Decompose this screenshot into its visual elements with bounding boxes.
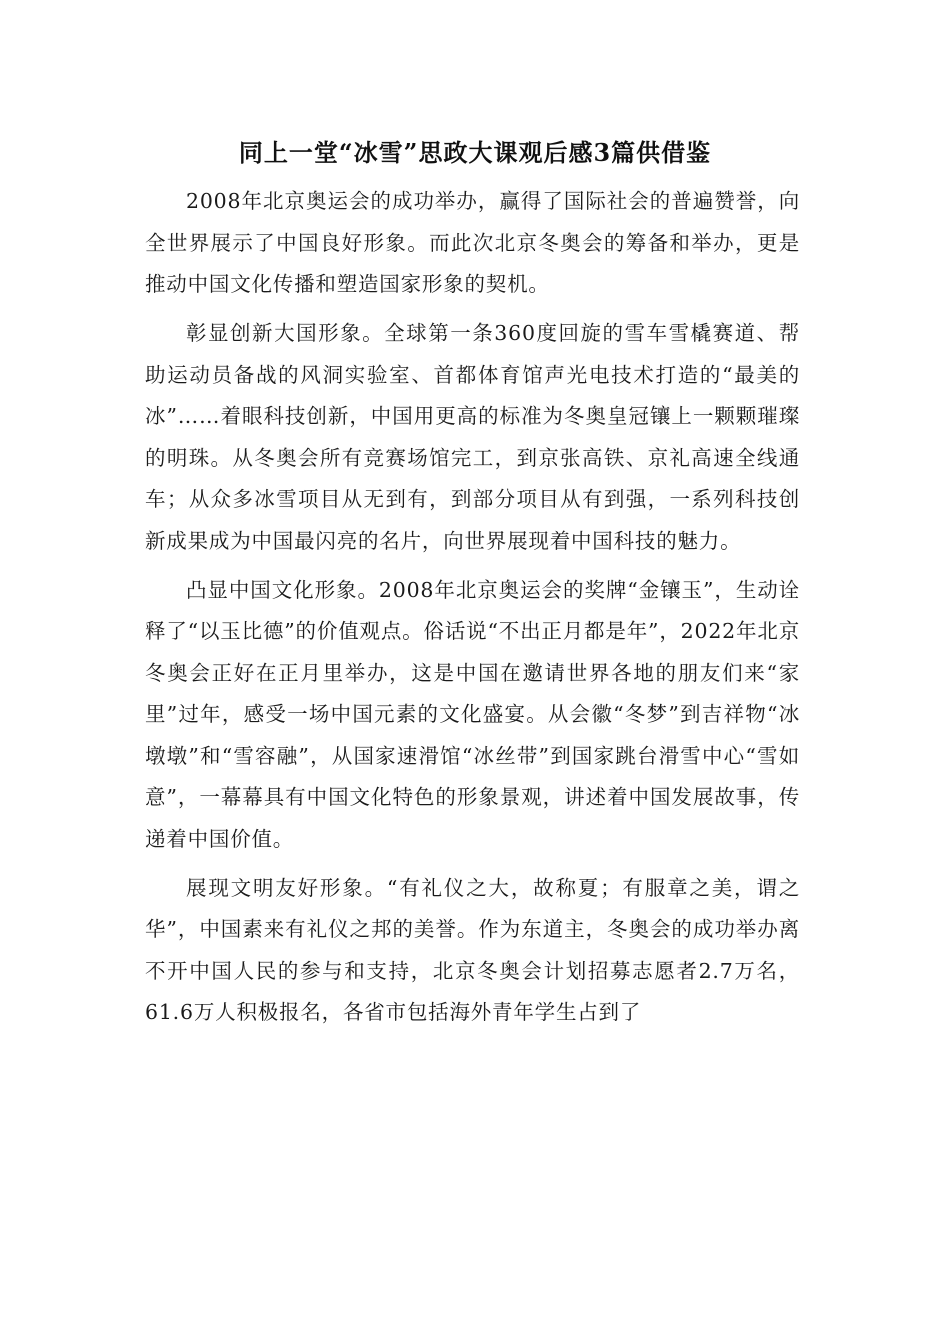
document-title: 同上一堂“冰雪”思政大课观后感3篇供借鉴 bbox=[238, 138, 712, 167]
paragraph-1: 2008年北京奥运会的成功举办，赢得了国际社会的普遍赞誉，向全世界展示了中国良好形象。而此次北京冬奥会的筹备和举办，更是推动中国文化传播和塑造国家形象的契机。 bbox=[145, 189, 800, 296]
paragraph-3: 凸显中国文化形象。2008年北京奥运会的奖牌“金镶玉”，生动诠释了“以玉比德”的价值观点。俗话说“不出正月都是年”，2022年北京冬奥会正好在正月里举办，这是中国在邀请世界各地的朋友们来“家里”过年，感受一场中国元素的文化盛宴。从会徽“冬梦”到吉祥物“冰墩墩”和“雪容融”，从国家速滑馆“冰丝带”到国家跳台滑雪中心“雪如意”，一幕幕具有中国文化特色的形象景观，讲述着中国发展故事，传递着中国价值。 bbox=[145, 577, 800, 851]
paragraph-2: 彰显创新大国形象。全球第一条360度回旋的雪车雪橇赛道、帮助运动员备战的风洞实验室、首都体育馆声光电技术打造的“最美的冰”……着眼科技创新，中国用更高的标准为冬奥皇冠镶上一颗颗璀璨的明珠。从冬奥会所有竞赛场馆完工，到京张高铁、京礼高速全线通车；从众多冰雪项目从无到有，到部分项目从有到强，一系列科技创新成果成为中国最闪亮的名片，向世界展现着中国科技的魅力。 bbox=[145, 321, 800, 553]
paragraph-4: 展现文明友好形象。“有礼仪之大，故称夏；有服章之美，谓之华”，中国素来有礼仪之邦的美誉。作为东道主，冬奥会的成功举办离不开中国人民的参与和支持，北京冬奥会计划招募志愿者2.7万名，61.6万人积极报名，各省市包括海外青年学生占到了 bbox=[145, 875, 800, 1024]
document-body bbox=[145, 181, 800, 1041]
